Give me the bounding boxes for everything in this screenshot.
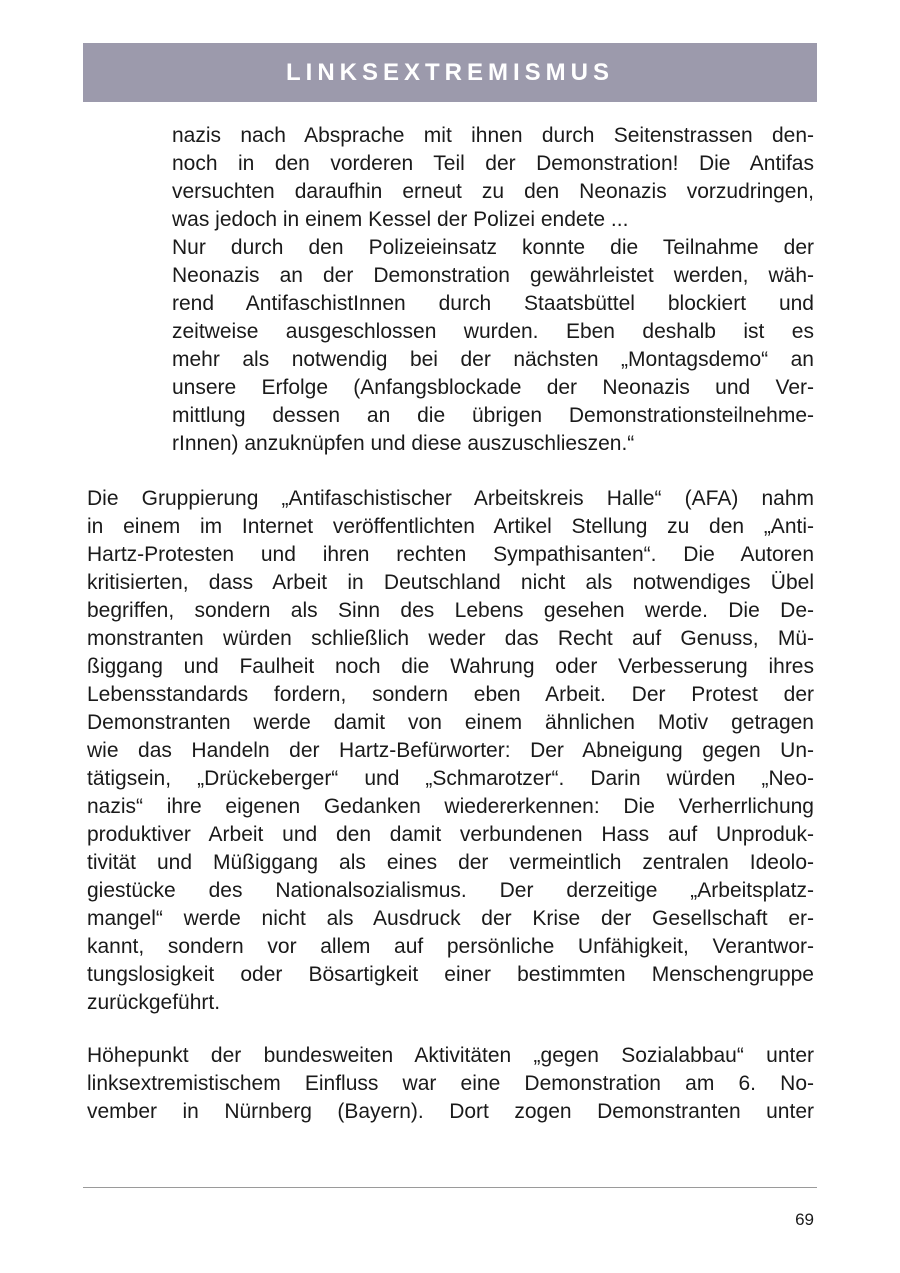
section-title: LINKSEXTREMISMUS (285, 58, 614, 86)
page-number: 69 (795, 1210, 814, 1229)
text-line: tätigsein, „Drückeberger“ und „Schmarotzer“. Darin würden „Neo- (87, 767, 814, 790)
body-paragraph-afa (87, 485, 814, 1017)
quote-paragraph-b (172, 234, 814, 458)
text-line: kannt, sondern vor allem auf persönliche Unfähigkeit, Verantwor- (87, 935, 814, 958)
text-line: begriffen, sondern als Sinn des Lebens gesehen werde. Die De- (87, 599, 814, 622)
text-line: nazis“ ihre eigenen Gedanken wiedererkennen: Die Verherrlichung (87, 795, 814, 818)
text-line: Die Gruppierung „Antifaschistischer Arbeitskreis Halle“ (AFA) nahm (87, 487, 814, 510)
text-line: tivität und Müßiggang als eines der vermeintlich zentralen Ideolo- (87, 851, 814, 874)
text-line: mehr als notwendig bei der nächsten „Montagsdemo“ an (172, 348, 814, 371)
text-line: wie das Handeln der Hartz-Befürworter: Der Abneigung gegen Un- (87, 739, 814, 762)
text-line: ßiggang und Faulheit noch die Wahrung oder Verbesserung ihres (87, 655, 814, 678)
text-line: Demonstranten werde damit von einem ähnlichen Motiv getragen (87, 711, 814, 734)
text-line: in einem im Internet veröffentlichten Artikel Stellung zu den „Anti- (87, 515, 814, 538)
text-line: noch in den vorderen Teil der Demonstration! Die Antifas (172, 152, 814, 175)
text-line: kritisierten, dass Arbeit in Deutschland nicht als notwendiges Übel (87, 571, 814, 594)
text-line: mittlung dessen an die übrigen Demonstrationsteilnehme- (172, 404, 814, 427)
text-line: unsere Erfolge (Anfangsblockade der Neonazis und Ver- (172, 376, 814, 399)
text-line: Neonazis an der Demonstration gewährleistet werden, wäh- (172, 264, 814, 287)
text-line: zeitweise ausgeschlossen wurden. Eben deshalb ist es (172, 320, 814, 343)
text-line: Lebensstandards fordern, sondern eben Arbeit. Der Protest der (87, 683, 814, 706)
text-line: versuchten daraufhin erneut zu den Neonazis vorzudringen, (172, 180, 814, 203)
text-line: rInnen) anzuknüpfen und diese auszuschlieszen.“ (172, 432, 635, 455)
text-line: Höhepunkt der bundesweiten Aktivitäten „gegen Sozialabbau“ unter (87, 1044, 814, 1067)
text-line: linksextremistischem Einfluss war eine Demonstration am 6. No- (87, 1072, 814, 1095)
text-line: Hartz-Protesten und ihren rechten Sympathisanten“. Die Autoren (87, 543, 814, 566)
text-line: tungslosigkeit oder Bösartigkeit einer bestimmten Menschengruppe (87, 963, 814, 986)
text-line: mangel“ werde nicht als Ausdruck der Krise der Gesellschaft er- (87, 907, 814, 930)
text-line: nazis nach Absprache mit ihnen durch Seitenstrassen den- (172, 124, 814, 147)
body-paragraph-nuernberg (87, 1042, 814, 1126)
text-line: monstranten würden schließlich weder das Recht auf Genuss, Mü- (87, 627, 814, 650)
text-line: giestücke des Nationalsozialismus. Der derzeitige „Arbeitsplatz- (87, 879, 814, 902)
text-line: was jedoch in einem Kessel der Polizei endete ... (172, 208, 629, 231)
footer-divider (83, 1187, 817, 1188)
text-line: Nur durch den Polizeieinsatz konnte die Teilnahme der (172, 236, 814, 259)
text-line: produktiver Arbeit und den damit verbundenen Hass auf Unproduk- (87, 823, 814, 846)
text-line: vember in Nürnberg (Bayern). Dort zogen Demonstranten unter (87, 1100, 814, 1123)
text-line: zurückgeführt. (87, 991, 221, 1014)
section-header-band (83, 43, 817, 102)
quote-paragraph-a (172, 122, 814, 234)
text-line: rend AntifaschistInnen durch Staatsbüttel blockiert und (172, 292, 814, 315)
block-quote (172, 122, 814, 458)
